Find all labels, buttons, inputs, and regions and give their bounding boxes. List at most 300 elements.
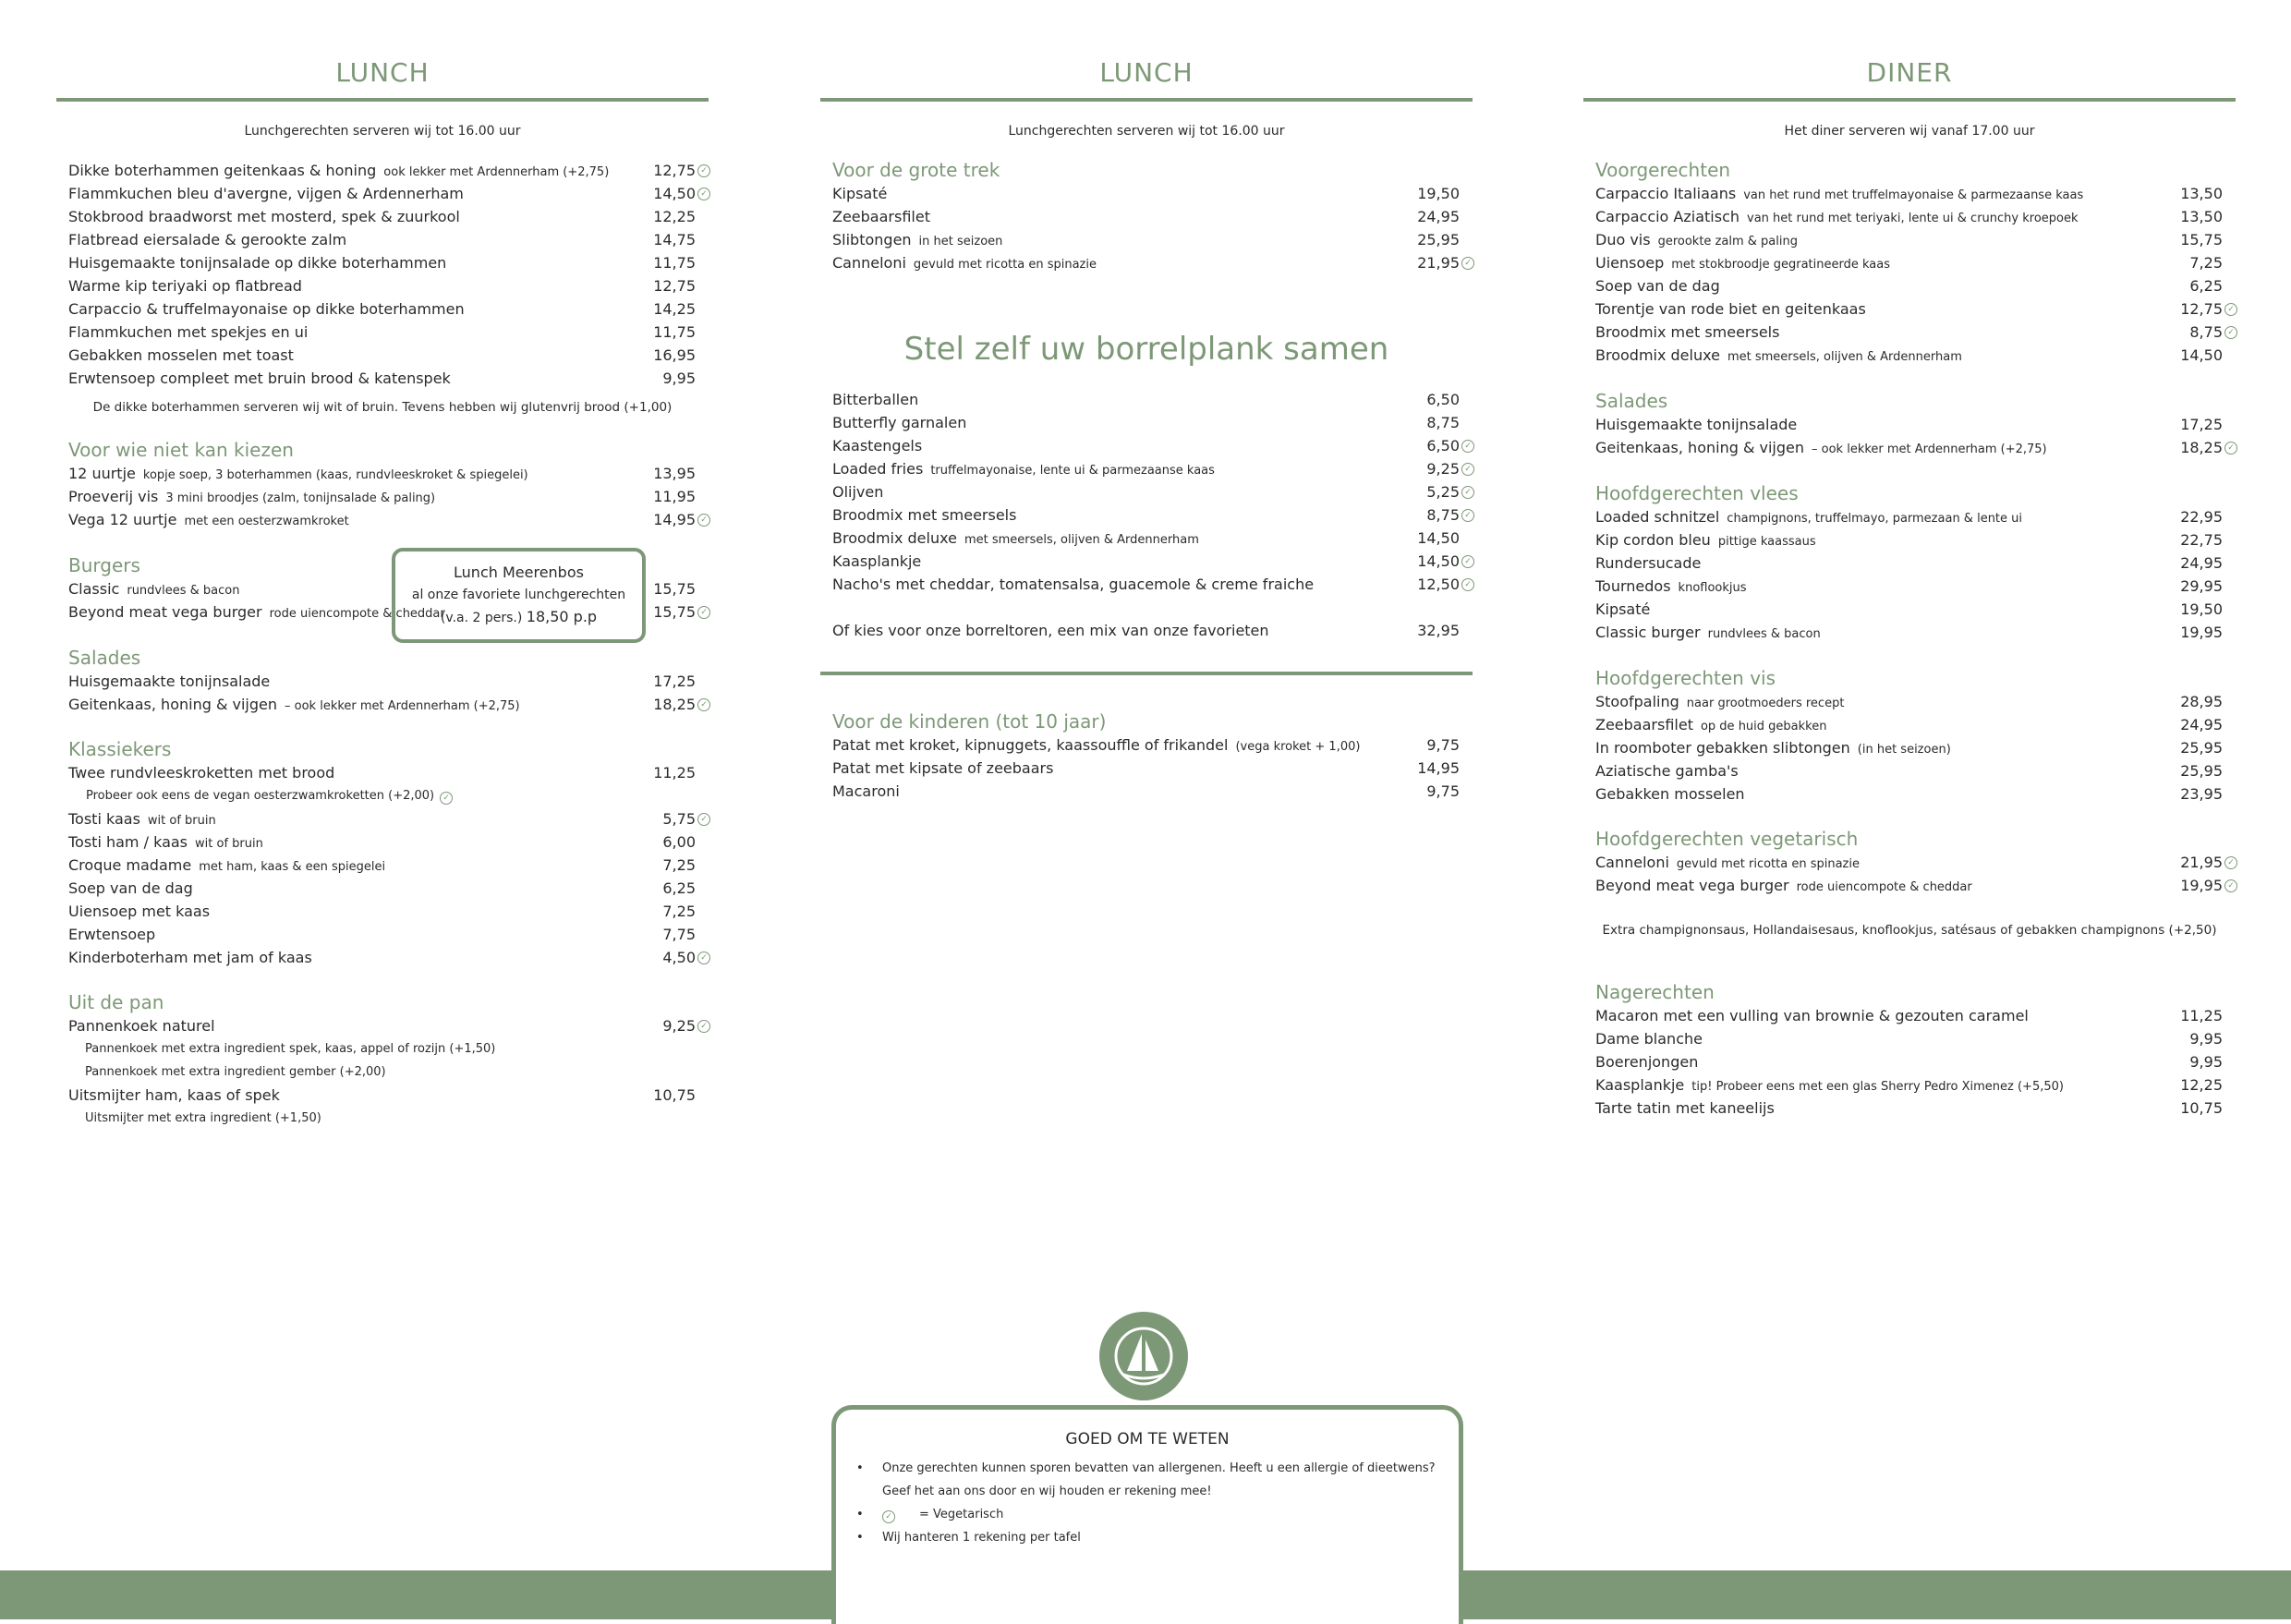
vegetarian-leaf-icon: ✓ <box>440 792 453 805</box>
vegetarian-leaf-icon: ✓ <box>2224 326 2237 339</box>
dish-name: Proeverij vis <box>68 488 159 505</box>
column-title: DINER <box>1866 57 1953 88</box>
dish-name: Geitenkaas, honing & vijgen <box>1595 439 1805 456</box>
menu-item <box>1583 736 2236 759</box>
lunch-column-middle <box>820 54 1473 803</box>
dish-price: 25,95 <box>1417 231 1460 248</box>
dish-name: Carpaccio Aziatisch <box>1595 208 1740 225</box>
box-price: 18,50 p.p <box>526 608 598 625</box>
menu-group <box>56 670 709 716</box>
dish-name: Gebakken mosselen <box>1595 785 1745 803</box>
vegetarian-leaf-icon: ✓ <box>697 514 710 527</box>
dish-name: Kipsaté <box>832 185 888 202</box>
section-title: Nagerechten <box>1595 981 1715 1003</box>
divider <box>1583 98 2236 102</box>
dish-price: 15,75 <box>2180 231 2223 248</box>
divider <box>820 98 1473 102</box>
subline-text: Probeer ook eens de vegan oesterzwamkroketten (+2,00) <box>86 789 435 803</box>
dish-name: Soep van de dag <box>68 879 193 897</box>
dish-description: met stokbroodje gegratineerde kaas <box>1671 258 1890 272</box>
dish-price: 14,75 <box>653 231 696 248</box>
section-title: Voor de grote trek <box>832 159 1000 181</box>
menu-item <box>1583 551 2236 575</box>
dish-price: 9,95 <box>2189 1053 2223 1071</box>
dish-description: wit of bruin <box>147 814 216 828</box>
dish-name: Canneloni <box>832 254 906 272</box>
menu-item <box>1583 1097 2236 1120</box>
dish-name: Zeebaarsfilet <box>832 208 930 225</box>
menu-group <box>1583 690 2236 806</box>
menu-item <box>820 757 1473 780</box>
dish-name: Twee rundvleeskroketten met brood <box>68 764 335 782</box>
dish-name: Kaastengels <box>832 437 923 454</box>
dish-price: 6,25 <box>2189 277 2223 295</box>
lunch-meerenbos-box <box>392 548 646 643</box>
menu-item <box>56 900 709 923</box>
menu-item <box>1583 344 2236 367</box>
dish-name: Broodmix deluxe <box>1595 346 1720 364</box>
dish-name: 12 uurtje <box>68 465 136 482</box>
menu-item <box>820 480 1473 503</box>
dish-price: 5,25 <box>1426 483 1460 501</box>
dish-price: 28,95 <box>2180 693 2223 710</box>
menu-group <box>56 1084 709 1107</box>
dish-price: 11,25 <box>2180 1007 2223 1024</box>
menu-item <box>1583 1004 2236 1027</box>
dish-name: Kipsaté <box>1595 600 1651 618</box>
menu-item <box>1583 436 2236 459</box>
menu-item <box>56 923 709 946</box>
menu-item <box>56 228 709 251</box>
dish-name: Aziatische gamba's <box>1595 762 1739 780</box>
dish-description: 3 mini broodjes (zalm, tonijnsalade & paling) <box>165 491 436 505</box>
menu-item <box>56 182 709 205</box>
menu-item <box>56 877 709 900</box>
menu-item <box>56 251 709 274</box>
menu-item <box>1583 851 2236 874</box>
vegetarian-leaf-icon: ✓ <box>882 1510 895 1523</box>
dish-name: Carpaccio & truffelmayonaise op dikke boterhammen <box>68 300 465 318</box>
dish-name: Huisgemaakte tonijnsalade <box>1595 416 1798 433</box>
dish-name: Butterfly garnalen <box>832 414 967 431</box>
menu-item <box>820 527 1473 550</box>
dish-price: 7,25 <box>2189 254 2223 272</box>
sailboat-icon <box>1099 1312 1188 1400</box>
menu-group <box>1583 1004 2236 1120</box>
dish-price: 13,50 <box>2180 185 2223 202</box>
menu-subline: Uitsmijter met extra ingredient (+1,50) <box>85 1111 321 1125</box>
dish-description: rundvlees & bacon <box>127 584 240 598</box>
dish-description: van het rund met teriyaki, lente ui & crunchy kroepoek <box>1747 212 2079 225</box>
dish-name: Tarte tatin met kaneelijs <box>1595 1099 1775 1117</box>
dish-name: Canneloni <box>1595 854 1669 871</box>
menu-item <box>820 434 1473 457</box>
menu-item <box>820 573 1473 596</box>
dish-description: – ook lekker met Ardennerham (+2,75) <box>285 699 520 713</box>
dish-name: Dame blanche <box>1595 1030 1703 1048</box>
dish-price: 22,75 <box>2180 531 2223 549</box>
dish-name: Bitterballen <box>832 391 919 408</box>
dish-description: gevuld met ricotta en spinazie <box>913 258 1097 272</box>
dish-price: 22,95 <box>2180 508 2223 526</box>
section-title: Hoofdgerechten vis <box>1595 667 1776 689</box>
bullet: • <box>856 1508 864 1521</box>
dish-name: Macaroni <box>832 782 900 800</box>
dish-name: Kaasplankje <box>1595 1076 1685 1094</box>
column-title: LUNCH <box>1099 57 1194 88</box>
dish-price: 12,75 <box>653 162 696 179</box>
serving-time: Lunchgerechten serveren wij tot 16.00 uur <box>244 124 521 139</box>
menu-item <box>820 550 1473 573</box>
menu-item <box>56 830 709 854</box>
dish-description: kopje soep, 3 boterhammen (kaas, rundvleeskroket & spiegelei) <box>142 468 528 482</box>
dish-price: 7,25 <box>662 903 696 920</box>
menu-item <box>820 388 1473 411</box>
menu-item <box>56 670 709 693</box>
dish-name: Croque madame <box>68 856 192 874</box>
dish-price: 19,50 <box>1417 185 1460 202</box>
menu-group <box>56 807 709 969</box>
dish-description: met smeersels, olijven & Ardennerham <box>964 533 1199 547</box>
dish-name: Gebakken mosselen met toast <box>68 346 294 364</box>
menu-subline: Pannenkoek met extra ingredient spek, kaas, appel of rozijn (+1,50) <box>85 1042 496 1056</box>
menu-item <box>1583 782 2236 806</box>
dish-description: gevuld met ricotta en spinazie <box>1676 857 1860 871</box>
menu-item <box>1583 321 2236 344</box>
dish-description: knoflookjus <box>1678 581 1747 595</box>
info-text: = Vegetarisch <box>919 1508 1004 1521</box>
dish-description: rode uiencompote & cheddar <box>269 607 445 621</box>
dish-price: 9,25 <box>1426 460 1460 478</box>
dish-name: Huisgemaakte tonijnsalade <box>68 673 271 690</box>
dish-name: Vega 12 uurtje <box>68 511 177 528</box>
dish-price: 14,95 <box>1417 759 1460 777</box>
dish-name: Classic burger <box>1595 624 1701 641</box>
dish-price: 19,95 <box>2180 624 2223 641</box>
menu-group <box>820 388 1473 596</box>
divider <box>56 98 709 102</box>
info-item-allergens <box>836 1457 1459 1503</box>
vegetarian-leaf-icon: ✓ <box>1461 509 1474 522</box>
dish-price: 19,95 <box>2180 877 2223 894</box>
dish-price: 15,75 <box>653 580 696 598</box>
dish-price: 15,75 <box>653 603 696 621</box>
dish-price: 18,25 <box>653 696 696 713</box>
dish-price: 9,95 <box>662 370 696 387</box>
good-to-know-box <box>831 1405 1463 1624</box>
menu-item <box>820 619 1473 642</box>
serving-time: Lunchgerechten serveren wij tot 16.00 uur <box>1008 124 1285 139</box>
dish-name: Patat met kroket, kipnuggets, kaassouffle of frikandel <box>832 736 1229 754</box>
menu-item <box>820 780 1473 803</box>
menu-item <box>1583 874 2236 897</box>
bullet: • <box>856 1461 864 1475</box>
dish-name: Erwtensoep <box>68 926 156 943</box>
dish-price: 12,25 <box>653 208 696 225</box>
dish-description: ook lekker met Ardennerham (+2,75) <box>383 165 610 179</box>
menu-item <box>820 503 1473 527</box>
menu-item <box>1583 1027 2236 1050</box>
menu-item <box>1583 297 2236 321</box>
dish-description: rode uiencompote & cheddar <box>1796 880 1972 894</box>
dish-description: gerookte zalm & paling <box>1657 235 1798 248</box>
menu-item <box>1583 621 2236 644</box>
menu-item <box>1583 575 2236 598</box>
menu-item <box>56 485 709 508</box>
dish-name: Geitenkaas, honing & vijgen <box>68 696 278 713</box>
dish-name: Tosti ham / kaas <box>68 833 188 851</box>
dish-name: Zeebaarsfilet <box>1595 716 1693 733</box>
menu-item <box>56 854 709 877</box>
menu-item <box>820 733 1473 757</box>
dish-name: Soep van de dag <box>1595 277 1720 295</box>
dish-name: Warme kip teriyaki op flatbread <box>68 277 302 295</box>
dish-price: 4,50 <box>662 949 696 966</box>
info-text: Onze gerechten kunnen sporen bevatten van allergenen. Heeft u een allergie of dieetwens? Geef het aan ons door en wij houden er rekening mee! <box>882 1461 1436 1498</box>
dish-description: met ham, kaas & een spiegelei <box>199 860 386 874</box>
menu-item <box>56 1084 709 1107</box>
dish-name: Of kies voor onze borreltoren, een mix van onze favorieten <box>832 622 1269 639</box>
vegetarian-leaf-icon: ✓ <box>1461 555 1474 568</box>
dish-description: (in het seizoen) <box>1857 743 1951 757</box>
dish-name: Broodmix deluxe <box>832 529 957 547</box>
section-title: Uit de pan <box>68 991 164 1013</box>
dish-price: 9,25 <box>662 1017 696 1035</box>
dish-description: champignons, truffelmayo, parmezaan & lente ui <box>1727 512 2023 526</box>
dish-price: 12,50 <box>1417 576 1460 593</box>
dish-description: wit of bruin <box>195 837 263 851</box>
dish-price: 9,95 <box>2189 1030 2223 1048</box>
menu-item <box>1583 759 2236 782</box>
menu-item <box>1583 528 2236 551</box>
dish-price: 11,95 <box>653 488 696 505</box>
menu-item <box>56 159 709 182</box>
menu-item <box>56 344 709 367</box>
dish-name: Classic <box>68 580 120 598</box>
dish-price: 6,25 <box>662 879 696 897</box>
vegetarian-leaf-icon: ✓ <box>697 698 710 711</box>
dish-price: 12,25 <box>2180 1076 2223 1094</box>
vegetarian-leaf-icon: ✓ <box>2224 303 2237 316</box>
dish-name: Pannenkoek naturel <box>68 1017 215 1035</box>
vegetarian-leaf-icon: ✓ <box>2224 879 2237 892</box>
dish-name: Flammkuchen bleu d'avergne, vijgen & Ardennerham <box>68 185 464 202</box>
dish-price: 24,95 <box>2180 554 2223 572</box>
menu-group <box>56 462 709 531</box>
dish-name: Stoofpaling <box>1595 693 1679 710</box>
menu-item <box>56 297 709 321</box>
vegetarian-leaf-icon: ✓ <box>697 164 710 177</box>
dish-description: – ook lekker met Ardennerham (+2,75) <box>1812 442 2047 456</box>
box-line <box>395 606 642 629</box>
dish-name: Beyond meat vega burger <box>68 603 262 621</box>
vegetarian-leaf-icon: ✓ <box>2224 856 2237 869</box>
dish-description: op de huid gebakken <box>1700 720 1827 733</box>
menu-item <box>820 228 1473 251</box>
dish-description: met smeersels, olijven & Ardennerham <box>1727 350 1962 364</box>
menu-group <box>820 182 1473 274</box>
vegetarian-leaf-icon: ✓ <box>2224 442 2237 454</box>
dish-price: 17,25 <box>2180 416 2223 433</box>
menu-item <box>1583 182 2236 205</box>
menu-item <box>1583 228 2236 251</box>
info-item-bill <box>836 1526 1459 1549</box>
menu-remark: De dikke boterhammen serveren wij wit of bruin. Tevens hebben wij glutenvrij brood (+1,00) <box>92 400 673 415</box>
sailboat-logo <box>1099 1312 1188 1400</box>
box-line: al onze favoriete lunchgerechten <box>411 588 626 602</box>
dish-price: 23,95 <box>2180 785 2223 803</box>
box-title: Lunch Meerenbos <box>454 564 584 581</box>
dish-price: 14,25 <box>653 300 696 318</box>
section-title: Klassiekers <box>68 738 172 760</box>
menu-item <box>1583 690 2236 713</box>
dish-name: Flammkuchen met spekjes en ui <box>68 323 309 341</box>
dish-price: 5,75 <box>662 810 696 828</box>
section-title: Salades <box>68 647 141 669</box>
dish-price: 19,50 <box>2180 600 2223 618</box>
dish-price: 11,75 <box>653 254 696 272</box>
menu-item <box>56 321 709 344</box>
dish-price: 21,95 <box>2180 854 2223 871</box>
menu-item <box>820 457 1473 480</box>
dish-description: pittige kaassaus <box>1717 535 1816 549</box>
dish-price: 18,25 <box>2180 439 2223 456</box>
dish-price: 14,50 <box>2180 346 2223 364</box>
box-persons: (v.a. 2 pers.) <box>440 611 523 625</box>
dish-price: 17,25 <box>653 673 696 690</box>
dish-price: 12,75 <box>653 277 696 295</box>
serving-time: Het diner serveren wij vanaf 17.00 uur <box>1784 124 2035 139</box>
dish-description: rundvlees & bacon <box>1707 627 1821 641</box>
dish-price: 14,50 <box>653 185 696 202</box>
dish-price: 24,95 <box>1417 208 1460 225</box>
dish-price: 8,75 <box>1426 414 1460 431</box>
dish-price: 16,95 <box>653 346 696 364</box>
section-title: Voorgerechten <box>1595 159 1731 181</box>
dish-name: Uiensoep met kaas <box>68 903 211 920</box>
dish-description: met een oesterzwamkroket <box>184 515 349 528</box>
dish-name: Broodmix met smeersels <box>1595 323 1780 341</box>
vegetarian-leaf-icon: ✓ <box>697 188 710 200</box>
menu-subline: Pannenkoek met extra ingredient gember (+2,00) <box>85 1065 386 1079</box>
dish-name: Dikke boterhammen geitenkaas & honing <box>68 162 377 179</box>
menu-item <box>56 462 709 485</box>
info-text: Wij hanteren 1 rekening per tafel <box>882 1531 1081 1545</box>
dish-name: Erwtensoep compleet met bruin brood & katenspek <box>68 370 451 387</box>
menu-item <box>820 251 1473 274</box>
dish-price: 11,75 <box>653 323 696 341</box>
dish-description: van het rund met truffelmayonaise & parmezaanse kaas <box>1743 188 2084 202</box>
dish-price: 6,00 <box>662 833 696 851</box>
dish-name: Duo vis <box>1595 231 1651 248</box>
menu-group <box>1583 182 2236 367</box>
dish-description: naar grootmoeders recept <box>1686 697 1845 710</box>
dish-name: Flatbread eiersalade & gerookte zalm <box>68 231 347 248</box>
dish-description: tip! Probeer eens met een glas Sherry Pedro Ximenez (+5,50) <box>1691 1080 2064 1094</box>
menu-item <box>1583 505 2236 528</box>
dish-price: 7,25 <box>662 856 696 874</box>
vegetarian-leaf-icon: ✓ <box>697 951 710 964</box>
section-title: Voor de kinderen (tot 10 jaar) <box>832 710 1107 733</box>
dish-name: Patat met kipsate of zeebaars <box>832 759 1054 777</box>
vegetarian-leaf-icon: ✓ <box>1461 257 1474 270</box>
dish-name: Loaded schnitzel <box>1595 508 1720 526</box>
dish-name: Kaasplankje <box>832 552 922 570</box>
vegetarian-leaf-icon: ✓ <box>697 813 710 826</box>
menu-item <box>1583 713 2236 736</box>
menu-item <box>820 411 1473 434</box>
dish-price: 13,95 <box>653 465 696 482</box>
menu-group <box>56 159 709 390</box>
dish-name: Torentje van rode biet en geitenkaas <box>1595 300 1866 318</box>
dish-name: Boerenjongen <box>1595 1053 1699 1071</box>
menu-item <box>56 508 709 531</box>
section-title: Salades <box>1595 390 1668 412</box>
menu-item <box>1583 205 2236 228</box>
dish-price: 11,25 <box>653 764 696 782</box>
menu-item <box>56 693 709 716</box>
dish-price: 14,95 <box>653 511 696 528</box>
dish-name: Beyond meat vega burger <box>1595 877 1789 894</box>
dish-name: Uitsmijter ham, kaas of spek <box>68 1086 280 1104</box>
menu-remark: Extra champignonsaus, Hollandaisesaus, knoflookjus, satésaus of gebakken champignons (+2,50) <box>1602 923 2217 938</box>
menu-group <box>820 733 1473 803</box>
info-title: GOED OM TE WETEN <box>1065 1430 1230 1448</box>
dish-name: Nacho's met cheddar, tomatensalsa, guacemole & creme fraiche <box>832 576 1315 593</box>
vegetarian-leaf-icon: ✓ <box>1461 578 1474 591</box>
dish-price: 14,50 <box>1417 529 1460 547</box>
section-title: Hoofdgerechten vlees <box>1595 482 1799 504</box>
menu-item <box>820 182 1473 205</box>
menu-group <box>1583 851 2236 897</box>
vegetarian-leaf-icon: ✓ <box>1461 463 1474 476</box>
dish-price: 7,75 <box>662 926 696 943</box>
menu-item <box>820 205 1473 228</box>
vegetarian-leaf-icon: ✓ <box>1461 486 1474 499</box>
dish-price: 9,75 <box>1426 782 1460 800</box>
dish-price: 12,75 <box>2180 300 2223 318</box>
menu-item <box>56 761 709 784</box>
dish-name: Broodmix met smeersels <box>832 506 1017 524</box>
dish-description: in het seizoen <box>918 235 1003 248</box>
dish-name: In roomboter gebakken slibtongen <box>1595 739 1850 757</box>
menu-item <box>1583 1073 2236 1097</box>
menu-group <box>56 1014 709 1037</box>
section-title: Burgers <box>68 554 140 576</box>
menu-item <box>56 367 709 390</box>
menu-subline <box>56 784 709 807</box>
menu-item <box>1583 413 2236 436</box>
dish-description: truffelmayonaise, lente ui & parmezaanse kaas <box>930 464 1215 478</box>
menu-item <box>56 946 709 969</box>
vegetarian-leaf-icon: ✓ <box>697 1020 710 1033</box>
dish-price: 25,95 <box>2180 762 2223 780</box>
dish-price: 29,95 <box>2180 577 2223 595</box>
dish-name: Kinderboterham met jam of kaas <box>68 949 312 966</box>
vegetarian-leaf-icon: ✓ <box>697 606 710 619</box>
menu-item <box>56 1014 709 1037</box>
dish-price: 8,75 <box>1426 506 1460 524</box>
menu-item <box>1583 251 2236 274</box>
dish-price: 9,75 <box>1426 736 1460 754</box>
dish-price: 6,50 <box>1426 391 1460 408</box>
dish-price: 32,95 <box>1417 622 1460 639</box>
dish-name: Tournedos <box>1595 577 1671 595</box>
dish-name: Loaded fries <box>832 460 924 478</box>
info-item-vegetarian <box>836 1503 1459 1526</box>
dish-price: 24,95 <box>2180 716 2223 733</box>
dish-name: Carpaccio Italiaans <box>1595 185 1737 202</box>
